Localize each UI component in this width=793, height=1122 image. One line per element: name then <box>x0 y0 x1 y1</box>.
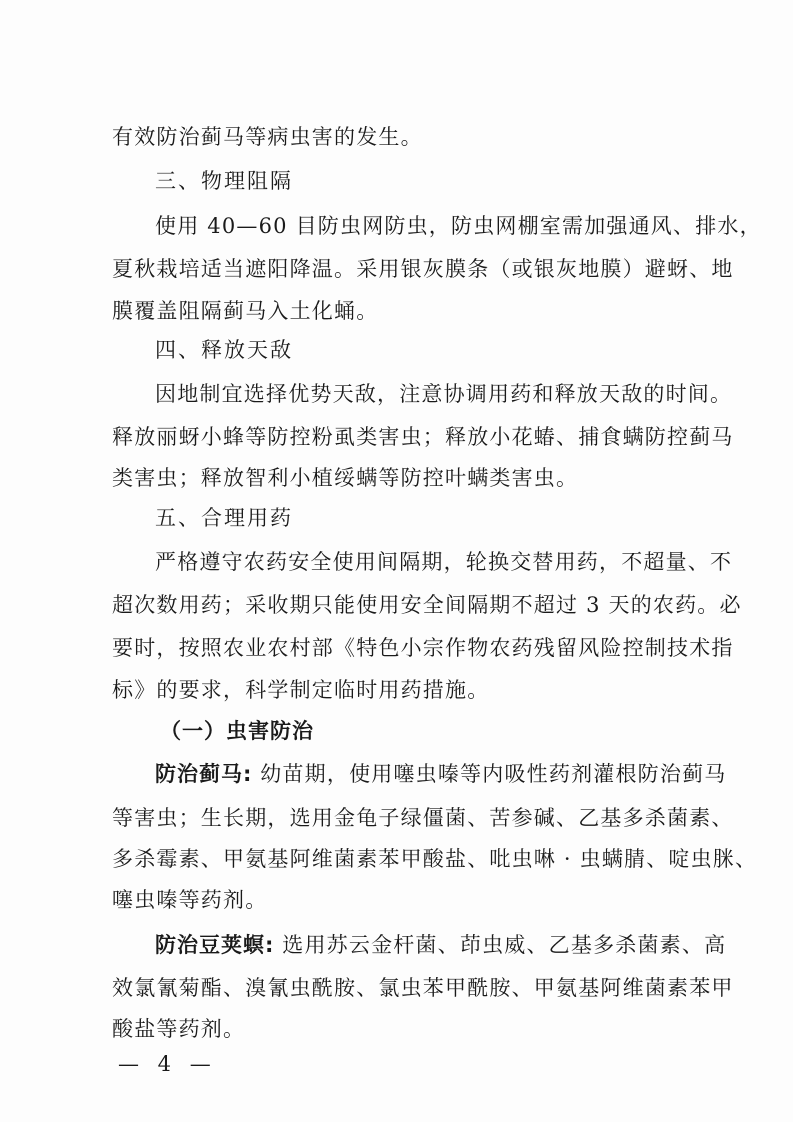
paragraph-line: 超次数用药；采收期只能使用安全间隔期不超过 3 天的农药。必 <box>112 593 742 617</box>
paragraph-line: 因地制宜选择优势天敌，注意协调用药和释放天敌的时间。 <box>155 382 733 406</box>
paragraph-line: 使用 40—60 目防虫网防虫，防虫网棚室需加强通风、排水， <box>155 214 762 238</box>
paragraph-line <box>155 759 726 789</box>
paragraph-line: 等害虫；生长期，选用金龟子绿僵菌、苦参碱、乙基多杀菌素、 <box>112 806 734 830</box>
paragraph-line: 膜覆盖阻隔蓟马入土化蛹。 <box>112 299 379 323</box>
pod-borer-control-lead: 防治豆荚螟: <box>155 933 275 957</box>
subsection-heading-pest-control: （一）虫害防治 <box>160 719 314 743</box>
paragraph-line: 多杀霉素、甲氨基阿维菌素苯甲酸盐、吡虫啉 · 虫螨腈、啶虫脒、 <box>112 847 758 871</box>
paragraph-line: 要时，按照农业农村部《特色小宗作物农药残留风险控制技术指 <box>112 636 734 660</box>
paragraph-line: 标》的要求，科学制定临时用药措施。 <box>112 678 490 702</box>
paragraph-line: 效氯氰菊酯、溴氰虫酰胺、氯虫苯甲酰胺、甲氨基阿维菌素苯甲 <box>112 976 734 1000</box>
section-heading-natural-enemies: 四、释放天敌 <box>155 338 293 362</box>
paragraph-line: 有效防治蓟马等病虫害的发生。 <box>112 125 423 149</box>
thrips-control-lead: 防治蓟马: <box>155 762 253 786</box>
paragraph-line: 严格遵守农药安全使用间隔期，轮换交替用药，不超量、不 <box>155 550 733 574</box>
page-number: — 4 — <box>118 1052 217 1076</box>
paragraph-line: 类害虫；释放智利小植绥螨等防控叶螨类害虫。 <box>112 466 579 490</box>
paragraph-text: 选用苏云金杆菌、茚虫威、乙基多杀菌素、高 <box>274 933 727 957</box>
paragraph-line: 酸盐等药剂。 <box>112 1017 246 1041</box>
paragraph-text: 幼苗期，使用噻虫嗪等内吸性药剂灌根防治蓟马 <box>252 762 727 786</box>
paragraph-line: 释放丽蚜小蜂等防控粉虱类害虫；释放小花蝽、捕食螨防控蓟马 <box>112 425 734 449</box>
paragraph-line: 夏秋栽培适当遮阳降温。采用银灰膜条（或银灰地膜）避蚜、地 <box>112 257 734 281</box>
paragraph-line: 噻虫嗪等药剂。 <box>112 888 268 912</box>
section-heading-physical-isolation: 三、物理阻隔 <box>155 169 293 193</box>
paragraph-line <box>155 930 726 960</box>
section-heading-rational-pesticide-use: 五、合理用药 <box>155 506 293 530</box>
